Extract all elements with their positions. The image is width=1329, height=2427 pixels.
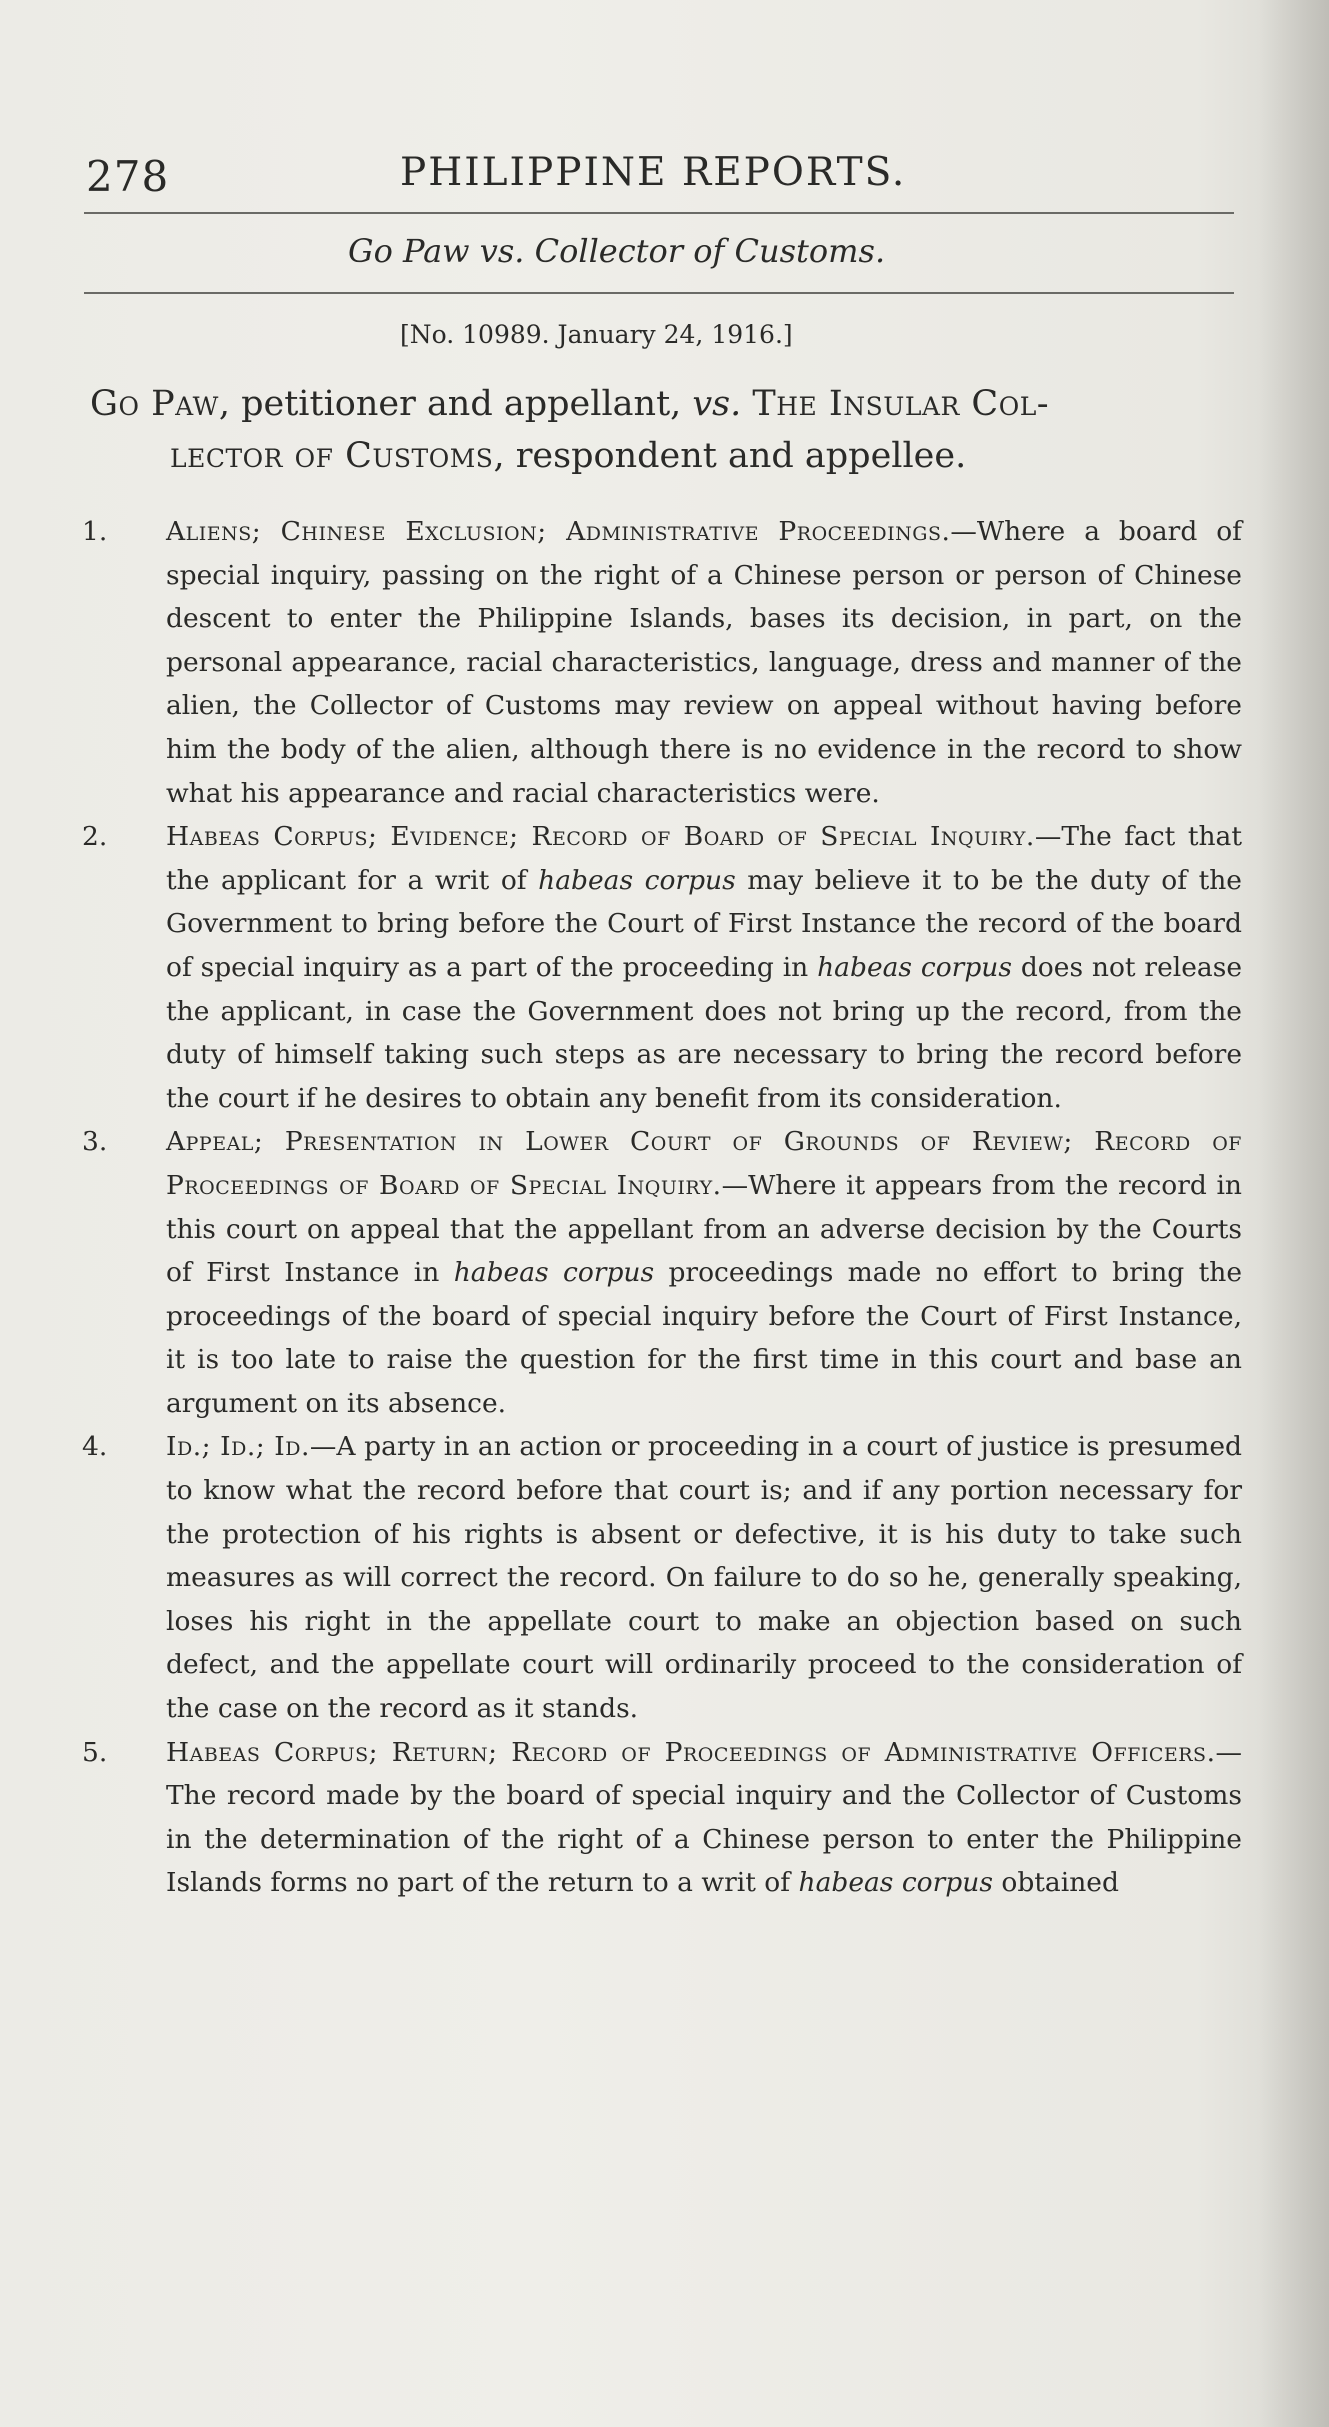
syllabus-number: 4. [82,1431,108,1463]
syllabus-text: —Where it appears from the record in this court on appeal that the appellant from an adverse decision by the Courts of First Instance in [166,1169,1243,1289]
syllabus-heading: Appeal; Presentation in Lower Court of Grounds of Review; Record of Proceedings of Board of Special Inquiry. [166,1126,1242,1201]
syllabus-heading: Habeas Corpus; Return; Record of Proceedings of Administrative Officers. [166,1736,1216,1768]
syllabus-number: 1. [82,516,108,547]
header-rule [84,212,1234,214]
syllabus-italic: habeas corpus [538,864,736,896]
syllabus-text: proceedings made no effort to bring the proceedings of the board of special inquiry before the Court of First Instance, it is too late to raise the question for the first time in this court and base an argument on its absence. [166,1257,1243,1419]
petitioner-role: , petitioner and appellant, [218,384,693,424]
syllabus-italic: habeas corpus [453,1257,655,1289]
syllabus-text: —Where a board of special inquiry, passing on the right of a Chinese person or person of Chinese descent to enter the Philippine Islands, bases its decision, in part, on the personal appearance, racial characteristics, language, dress and manner of the alien, the Collector of Customs may review on appeal without having before him the body of the alien, although there is no evidence in the record to show what his appearance and racial characteristics were. [166,516,1242,809]
syllabus-text: does not release the applicant, in case the Government does not bring up the record, from the duty of himself taking such steps as are necessary to bring the record before the court if he desires to obtain any benefit from its consideration. [166,951,1243,1114]
docket-line: [No. 10989. January 24, 1916.] [400,320,793,349]
syllabus-item [82,815,1242,1120]
syllabus-number: 2. [82,821,108,853]
syllabus-number: 3. [82,1126,108,1158]
syllabus-number: 5. [82,1736,108,1768]
petitioner-name: Go Paw [90,384,219,424]
syllabus-item [82,1120,1242,1425]
syllabus-text: —A party in an action or proceeding in a court of justice is presumed to know what the record before that court is; and if any portion necessary for the protection of his rights is absent or defective, it is his duty to take such measures as will correct the record. On failure to do so he, generally speaking, loses his right in the appellate court to make an objection based on such defect, and the appellate court will ordinarily proceed to the consideration of the case on the record as it stands. [166,1431,1242,1725]
versus: vs. [692,384,742,424]
title-rule [84,292,1234,294]
respondent-name-cont: lector of Customs [170,436,494,476]
syllabus-text: —The record made by the board of special inquiry and the Collector of Customs in the determination of the right of a Chinese person to enter the Philippine Islands forms no part of the return to a writ of [166,1736,1242,1899]
running-title: PHILIPPINE REPORTS. [400,150,907,195]
syllabus-list [82,510,1242,1905]
syllabus-italic: habeas corpus [817,951,1012,983]
syllabus-text: may believe it to be the duty of the Government to bring before the Court of First Instance the record of the board of special inquiry as a part of the proceeding in [166,864,1242,983]
syllabus-heading: Habeas Corpus; Evidence; Record of Board of Special Inquiry. [166,821,1035,853]
page-number: 278 [86,152,170,201]
syllabus-text: —The fact that the applicant for a writ of [166,821,1242,896]
syllabus-item [82,510,1242,815]
syllabus-item [82,1731,1242,1905]
syllabus-item [82,1425,1242,1730]
syllabus-text: obtained [992,1867,1119,1899]
page-edge-shadow [1259,0,1329,2427]
case-parties [90,378,1230,482]
syllabus-italic: habeas corpus [798,1867,993,1899]
respondent-name: The Insular Col- [752,384,1050,424]
respondent-role: , respondent and appellee. [493,436,967,476]
case-short-title: Go Paw vs. Collector of Customs. [348,232,886,270]
syllabus-heading: Aliens; Chinese Exclusion; Administrative Proceedings. [166,516,951,547]
syllabus-heading: Id.; Id.; Id. [166,1431,310,1463]
